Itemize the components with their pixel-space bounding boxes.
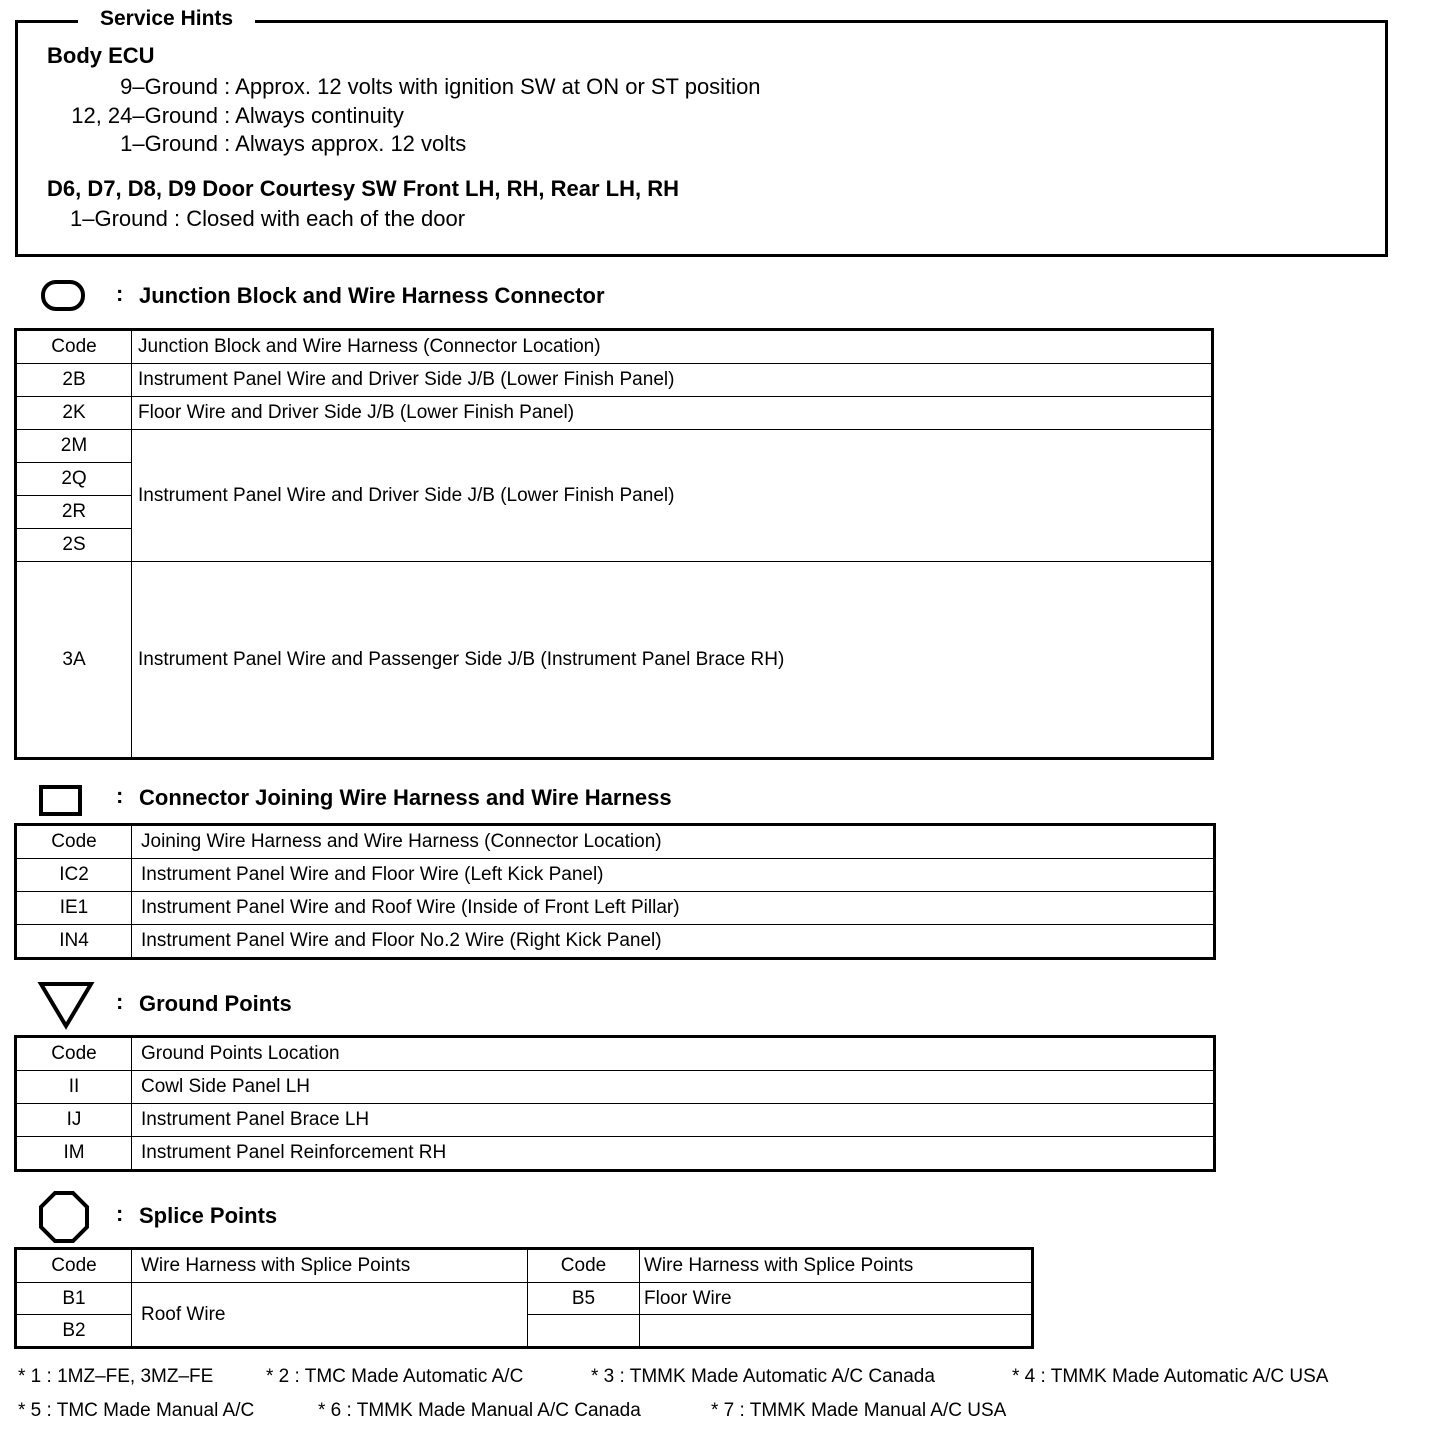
hint-group-title: Body ECU [47, 43, 155, 68]
desc-cell: Floor Wire and Driver Side J/B (Lower Finish Panel) [132, 397, 1212, 430]
footnote: * 7 : TMMK Made Manual A/C USA [711, 1400, 1007, 1421]
hint-pin: 9–Ground [120, 74, 218, 99]
desc-cell: Instrument Panel Wire and Passenger Side J/B (Instrument Panel Brace RH) [132, 562, 1212, 758]
hint-line [30, 131, 466, 157]
code-cell: IJ [17, 1104, 132, 1137]
code-cell-empty [528, 1315, 640, 1347]
code-cell: 2K [17, 397, 132, 430]
ground-section-title: Ground Points [139, 991, 292, 1016]
code-cell: IE1 [17, 892, 132, 925]
desc-header: Wire Harness with Splice Points [132, 1250, 528, 1283]
table-header-row [17, 1250, 1032, 1283]
desc-cell: Instrument Panel Wire and Floor No.2 Wire (Right Kick Panel) [132, 925, 1214, 958]
code-header: Code [17, 826, 132, 859]
junction-table [16, 330, 1212, 758]
desc-cell-empty [640, 1315, 1032, 1347]
desc-cell: Floor Wire [640, 1283, 1032, 1315]
desc-cell: Cowl Side Panel LH [132, 1071, 1214, 1104]
hint-separator: : [173, 206, 181, 231]
hint-separator: : [224, 131, 231, 156]
table-header-row [17, 331, 1212, 364]
desc-cell: Instrument Panel Wire and Roof Wire (Inside of Front Left Pillar) [132, 892, 1214, 925]
hint-desc: Approx. 12 volts with ignition SW at ON or ST position [235, 74, 761, 99]
hint-desc: Always continuity [235, 103, 404, 128]
hint-separator: : [224, 103, 231, 128]
octagon-icon [36, 1190, 92, 1246]
table-row [17, 859, 1214, 892]
table-row [17, 430, 1212, 463]
table-row [17, 1104, 1214, 1137]
hint-line [30, 74, 761, 100]
table-row [17, 397, 1212, 430]
table-row [17, 562, 1212, 758]
code-cell: 2Q [17, 463, 132, 496]
desc-cell: Instrument Panel Wire and Driver Side J/B (Lower Finish Panel) [132, 364, 1212, 397]
hint-pin: 1–Ground [70, 206, 168, 231]
code-cell: IN4 [17, 925, 132, 958]
table-row [17, 925, 1214, 958]
hint-desc: Always approx. 12 volts [235, 131, 467, 156]
section-colon: : [116, 989, 124, 1014]
code-header: Code [17, 331, 132, 364]
table-header-row [17, 826, 1214, 859]
junction-section-title: Junction Block and Wire Harness Connector [139, 283, 605, 308]
desc-cell: Instrument Panel Brace LH [132, 1104, 1214, 1137]
code-cell: 2R [17, 496, 132, 529]
footnote: * 1 : 1MZ–FE, 3MZ–FE [18, 1366, 214, 1387]
desc-cell: Roof Wire [132, 1283, 528, 1347]
code-header: Code [17, 1038, 132, 1071]
desc-header: Wire Harness with Splice Points [640, 1250, 1032, 1283]
desc-cell: Instrument Panel Wire and Floor Wire (Left Kick Panel) [132, 859, 1214, 892]
code-cell: B2 [17, 1315, 132, 1347]
footnote: * 6 : TMMK Made Manual A/C Canada [318, 1400, 641, 1421]
footnote: * 4 : TMMK Made Automatic A/C USA [1012, 1366, 1329, 1387]
desc-header: Joining Wire Harness and Wire Harness (Connector Location) [132, 826, 1214, 859]
footnote: * 5 : TMC Made Manual A/C [18, 1400, 255, 1421]
ground-table [16, 1037, 1214, 1170]
section-colon: : [116, 281, 124, 306]
connector-section-title: Connector Joining Wire Harness and Wire Harness [139, 785, 672, 810]
splice-table [16, 1249, 1032, 1347]
code-cell: B1 [17, 1283, 132, 1315]
hint-line [30, 103, 404, 129]
hint-group-title: D6, D7, D8, D9 Door Courtesy SW Front LH, RH, Rear LH, RH [47, 176, 679, 201]
table-row [17, 892, 1214, 925]
code-cell: B5 [528, 1283, 640, 1315]
desc-cell: Instrument Panel Reinforcement RH [132, 1137, 1214, 1170]
hint-pin: 1–Ground [120, 131, 218, 156]
desc-header: Junction Block and Wire Harness (Connector Location) [132, 331, 1212, 364]
code-cell: IM [17, 1137, 132, 1170]
code-header: Code [17, 1250, 132, 1283]
footnote: * 2 : TMC Made Automatic A/C [266, 1366, 524, 1387]
desc-header: Ground Points Location [132, 1038, 1214, 1071]
code-cell: 2M [17, 430, 132, 463]
footnote: * 3 : TMMK Made Automatic A/C Canada [591, 1366, 935, 1387]
desc-cell: Instrument Panel Wire and Driver Side J/B (Lower Finish Panel) [132, 430, 1212, 562]
rounded-rect-icon [40, 278, 88, 314]
triangle-down-icon [36, 979, 96, 1031]
square-icon [38, 783, 86, 819]
hint-line [70, 206, 465, 232]
splice-section-title: Splice Points [139, 1203, 278, 1228]
connector-table [16, 825, 1214, 958]
section-colon: : [116, 1201, 124, 1226]
hint-desc: Closed with each of the door [186, 206, 466, 231]
table-row [17, 364, 1212, 397]
code-header: Code [528, 1250, 640, 1283]
code-cell: 3A [17, 562, 132, 758]
hint-pin: 12, 24–Ground [71, 103, 218, 128]
hint-separator: : [224, 74, 231, 99]
code-cell: 2B [17, 364, 132, 397]
table-header-row [17, 1038, 1214, 1071]
code-cell: II [17, 1071, 132, 1104]
table-row [17, 1283, 1032, 1315]
code-cell: IC2 [17, 859, 132, 892]
table-row [17, 1137, 1214, 1170]
code-cell: 2S [17, 529, 132, 562]
service-hints-title: Service Hints [78, 7, 255, 31]
table-row [17, 1071, 1214, 1104]
section-colon: : [116, 783, 124, 808]
